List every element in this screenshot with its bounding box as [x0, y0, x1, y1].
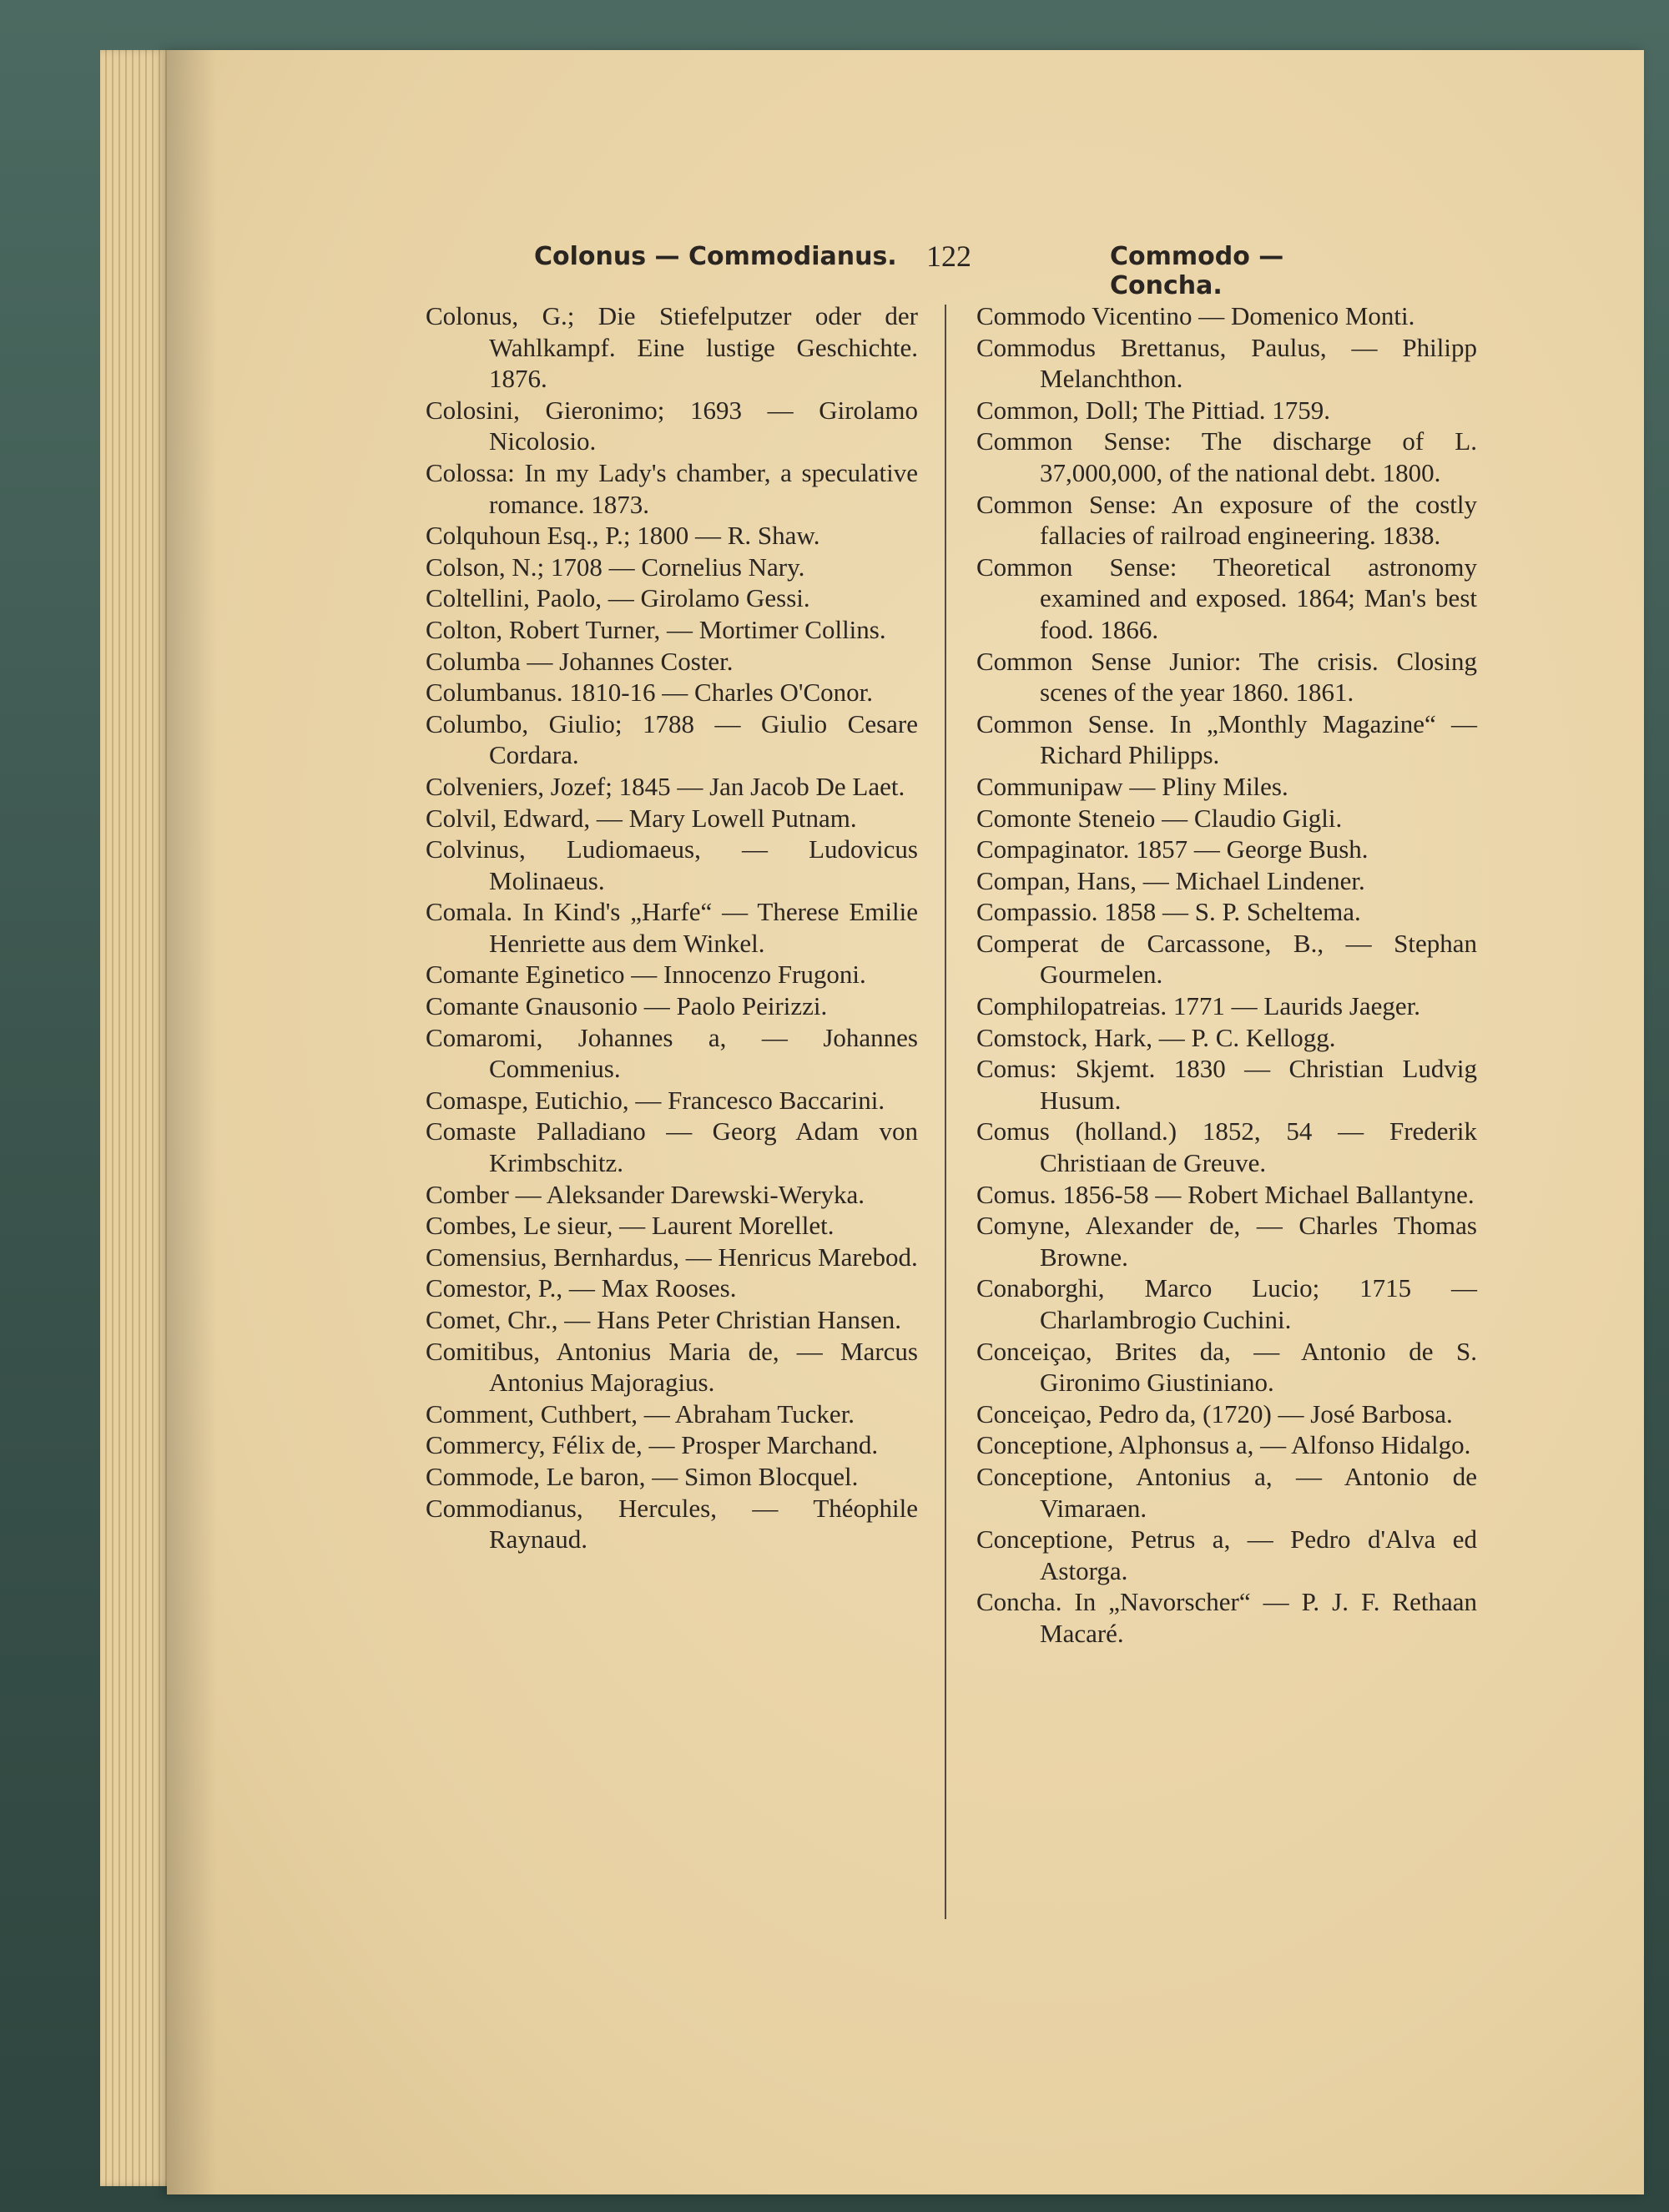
index-entry: Columbanus. 1810-16 — Charles O'Conor. — [426, 678, 874, 708]
index-entry: Comus: Skjemt. 1830 — Christian Ludvig Husum. — [976, 1054, 1477, 1115]
index-entry: Conceptione, Antonius a, — Antonio de Vimaraen. — [976, 1461, 1477, 1523]
index-entry: Colonus, G.; Die Stiefelputzer oder der Wahlkampf. Eine lustige Geschichte. 1876. — [426, 301, 918, 394]
index-entry: Comonte Steneio — Claudio Gigli. — [976, 803, 1343, 833]
index-entry: Commode, Le baron, — Simon Blocquel. — [426, 1461, 859, 1491]
header-left: Colonus — Commodianus. — [534, 242, 897, 271]
index-entry: Comber — Aleksander Darewski-Weryka. — [426, 1179, 865, 1209]
index-entry: Comet, Chr., — Hans Peter Christian Hansen. — [426, 1305, 901, 1334]
index-entry: Compaginator. 1857 — George Bush. — [976, 834, 1369, 864]
index-entry: Commodus Brettanus, Paulus, — Philipp Melanchthon. — [976, 332, 1477, 394]
index-entry: Columba — Johannes Coster. — [426, 646, 734, 676]
index-entry: Coltellini, Paolo, — Girolamo Gessi. — [426, 583, 810, 613]
index-entry: Colveniers, Jozef; 1845 — Jan Jacob De Laet. — [426, 771, 905, 801]
index-entry: Columbo, Giulio; 1788 — Giulio Cesare Cordara. — [426, 708, 918, 770]
index-entry: Conaborghi, Marco Lucio; 1715 — Charlambrogio Cuchini. — [976, 1273, 1477, 1334]
index-entry: Conceptione, Alphonsus a, — Alfonso Hidalgo. — [976, 1430, 1471, 1460]
header-right: Commodo — Concha. — [1110, 242, 1284, 300]
index-entry: Conceiçao, Pedro da, (1720) — José Barbosa. — [976, 1398, 1453, 1428]
right-column — [976, 300, 1477, 1650]
index-entry: Colvil, Edward, — Mary Lowell Putnam. — [426, 803, 857, 833]
index-entry: Comment, Cuthbert, — Abraham Tucker. — [426, 1398, 855, 1428]
index-entry: Comus (holland.) 1852, 54 — Frederik Christiaan de Greuve. — [976, 1116, 1477, 1178]
index-entry: Colson, N.; 1708 — Cornelius Nary. — [426, 552, 805, 582]
index-entry: Comphilopatreias. 1771 — Laurids Jaeger. — [976, 991, 1421, 1021]
index-entry: Colvinus, Ludiomaeus, — Ludovicus Molinaeus. — [426, 834, 918, 895]
index-entry: Comestor, P., — Max Rooses. — [426, 1273, 737, 1303]
index-entry: Conceptione, Petrus a, — Pedro d'Alva ed Astorga. — [976, 1524, 1477, 1585]
index-entry: Commercy, Félix de, — Prosper Marchand. — [426, 1430, 879, 1460]
index-entry: Commodianus, Hercules, — Théophile Raynaud. — [426, 1493, 918, 1554]
index-entry: Comaromi, Johannes a, — Johannes Commenius. — [426, 1022, 918, 1084]
index-entry: Comaspe, Eutichio, — Francesco Baccarini. — [426, 1085, 885, 1115]
index-entry: Common Sense. In „Monthly Magazine“ — Richard Philipps. — [976, 708, 1477, 770]
index-entry: Common Sense: Theoretical astronomy examined and exposed. 1864; Man's best food. 1866. — [976, 552, 1477, 644]
left-column — [426, 300, 918, 1555]
index-entry: Colossa: In my Lady's chamber, a speculative romance. 1873. — [426, 457, 918, 519]
index-entry: Comperat de Carcassone, B., — Stephan Gourmelen. — [976, 928, 1477, 990]
index-entry: Comus. 1856-58 — Robert Michael Ballantyne. — [976, 1179, 1475, 1209]
index-entry: Combes, Le sieur, — Laurent Morellet. — [426, 1211, 834, 1241]
index-entry: Common Sense: The discharge of L. 37,000,000, of the national debt. 1800. — [976, 426, 1477, 487]
index-entry: Comante Eginetico — Innocenzo Frugoni. — [426, 960, 866, 990]
index-entry: Conceiçao, Brites da, — Antonio de S. Gironimo Giustiniano. — [976, 1336, 1477, 1398]
index-entry: Comante Gnausonio — Paolo Peirizzi. — [426, 991, 828, 1021]
index-entry: Communipaw — Pliny Miles. — [976, 771, 1288, 801]
index-entry: Comitibus, Antonius Maria de, — Marcus Antonius Majoragius. — [426, 1336, 918, 1398]
column-divider — [945, 305, 946, 1919]
index-entry: Comala. In Kind's „Harfe“ — Therese Emilie Henriette aus dem Winkel. — [426, 897, 918, 958]
index-entry: Compan, Hans, — Michael Lindener. — [976, 865, 1365, 895]
index-entry: Colton, Robert Turner, — Mortimer Collins. — [426, 614, 886, 644]
index-entry: Comaste Palladiano — Georg Adam von Krimbschitz. — [426, 1116, 918, 1178]
index-entry: Concha. In „Navorscher“ — P. J. F. Rethaan Macaré. — [976, 1587, 1477, 1648]
index-entry: Colosini, Gieronimo; 1693 — Girolamo Nicolosio. — [426, 395, 918, 456]
running-header — [426, 239, 1344, 300]
index-entry: Colquhoun Esq., P.; 1800 — R. Shaw. — [426, 521, 820, 551]
index-entry: Comensius, Bernhardus, — Henricus Marebod. — [426, 1242, 918, 1272]
index-entry: Common Sense Junior: The crisis. Closing scenes of the year 1860. 1861. — [976, 646, 1477, 708]
index-entry: Common Sense: An exposure of the costly fallacies of railroad engineering. 1838. — [976, 489, 1477, 551]
index-entry: Comyne, Alexander de, — Charles Thomas Browne. — [976, 1211, 1477, 1272]
page-number: 122 — [926, 239, 971, 273]
index-entry: Comstock, Hark, — P. C. Kellogg. — [976, 1022, 1336, 1052]
index-entry: Commodo Vicentino — Domenico Monti. — [976, 301, 1415, 330]
gutter-shadow — [167, 50, 217, 2194]
index-entry: Common, Doll; The Pittiad. 1759. — [976, 395, 1330, 425]
index-entry: Compassio. 1858 — S. P. Scheltema. — [976, 897, 1361, 927]
